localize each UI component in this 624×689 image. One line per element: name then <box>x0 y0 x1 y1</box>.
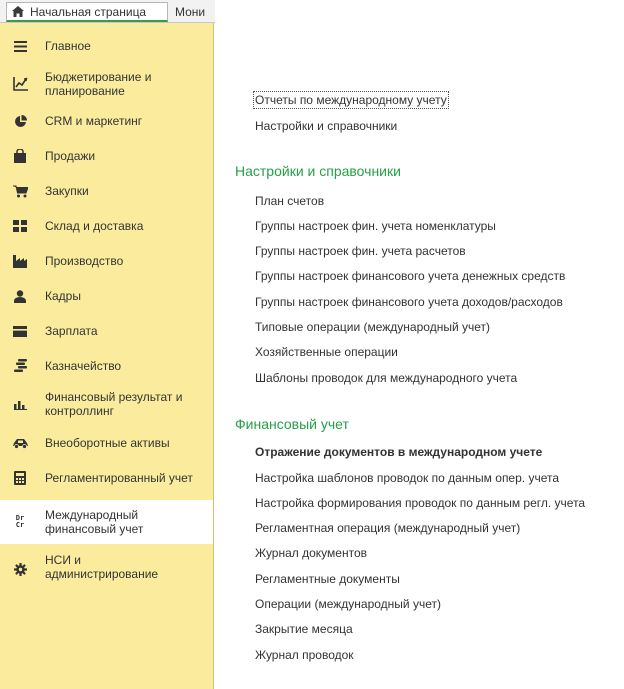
link-template-setup-oper[interactable]: Настройка шаблонов проводок по данным опер. учета <box>255 471 560 485</box>
section-title-financial-accounting: Финансовый учет <box>235 416 349 432</box>
link-settlement-settings-groups[interactable]: Группы настроек фин. учета расчетов <box>255 244 466 258</box>
link-posting-templates[interactable]: Шаблоны проводок для международного учета <box>255 371 518 385</box>
link-cash-settings-groups[interactable]: Группы настроек финансового учета денежных средств <box>255 269 566 283</box>
sidebar-item-label: Склад и доставка <box>45 219 144 233</box>
link-month-closing[interactable]: Закрытие месяца <box>255 622 353 636</box>
sidebar-item-hr[interactable] <box>0 282 213 310</box>
home-icon <box>12 6 24 17</box>
dr-cr-icon <box>12 514 28 530</box>
sidebar-item-label: Кадры <box>45 289 81 303</box>
tab-home-label: Начальная страница <box>30 4 147 19</box>
link-income-expense-settings-groups[interactable]: Группы настроек финансового учета доходов/расходов <box>255 295 563 309</box>
link-posting-journal[interactable]: Журнал проводок <box>255 648 354 662</box>
sidebar-item-warehouse[interactable] <box>0 212 213 240</box>
bar-chart-icon <box>12 396 28 412</box>
sidebar-item-label: Внеоборотные активы <box>45 436 170 450</box>
tab-bar <box>0 0 215 23</box>
sidebar-item-label: Производство <box>45 254 124 268</box>
sidebar-item-label: Казначейство <box>45 359 122 373</box>
link-chart-of-accounts[interactable]: План счетов <box>255 194 325 208</box>
sidebar-item-label: Зарплата <box>45 324 98 338</box>
tab-monitor-label: Мони <box>175 5 206 19</box>
link-document-journal[interactable]: Журнал документов <box>255 546 368 560</box>
person-icon <box>12 288 28 304</box>
warehouse-grid-icon <box>12 218 28 234</box>
link-international-reports[interactable]: Отчеты по международному учету <box>255 93 447 107</box>
sidebar-item-label: Финансовый результат и контроллинг <box>45 390 183 418</box>
sidebar-item-salary[interactable] <box>0 317 213 345</box>
factory-icon <box>12 253 28 269</box>
dr-label: Dr <box>15 514 25 522</box>
sidebar-item-label: Регламентированный учет <box>45 471 193 485</box>
coin-stack-icon <box>12 358 28 374</box>
sidebar-item-label: НСИ и администрирование <box>45 553 159 581</box>
sidebar-item-regulated-accounting[interactable] <box>0 463 213 493</box>
sidebar-item-label: Международный финансовый учет <box>45 508 144 536</box>
sidebar-item-purchases[interactable] <box>0 177 213 205</box>
section-title-settings: Настройки и справочники <box>235 163 401 179</box>
shopping-cart-icon <box>12 183 28 199</box>
sidebar-item-crm[interactable] <box>0 107 213 135</box>
sidebar-item-international-accounting[interactable] <box>0 500 213 544</box>
gear-icon <box>12 561 28 577</box>
link-operations[interactable]: Операции (международный учет) <box>255 597 441 611</box>
link-business-operations[interactable]: Хозяйственные операции <box>255 345 398 359</box>
sidebar-item-treasury[interactable] <box>0 352 213 380</box>
wallet-icon <box>12 323 28 339</box>
sidebar-item-label: Продажи <box>45 149 96 163</box>
pie-chart-icon <box>12 113 28 129</box>
budget-chart-icon <box>12 76 28 92</box>
link-document-reflection[interactable]: Отражение документов в международном учете <box>255 445 543 459</box>
sidebar-item-production[interactable] <box>0 247 213 275</box>
sidebar-item-budgeting[interactable] <box>0 66 213 102</box>
sidebar-item-fixed-assets[interactable] <box>0 428 213 458</box>
sidebar <box>0 23 214 689</box>
link-typical-operations[interactable]: Типовые операции (международный учет) <box>255 320 491 334</box>
sidebar-item-label: Закупки <box>45 184 89 198</box>
calculator-icon <box>12 470 28 486</box>
cr-label: Cr <box>15 521 25 529</box>
link-posting-setup-regl[interactable]: Настройка формирования проводок по данным регл. учета <box>255 496 586 510</box>
shopping-bag-icon <box>12 148 28 164</box>
tab-home-page[interactable] <box>6 2 168 22</box>
link-regulated-documents[interactable]: Регламентные документы <box>255 572 400 586</box>
link-settings-and-references[interactable]: Настройки и справочники <box>255 119 398 133</box>
sidebar-item-sales[interactable] <box>0 142 213 170</box>
sidebar-item-label: Бюджетирование и планирование <box>45 70 152 98</box>
link-regulated-operation[interactable]: Регламентная операция (международный учет) <box>255 521 521 535</box>
link-nomenclature-settings-groups[interactable]: Группы настроек фин. учета номенклатуры <box>255 219 496 233</box>
sidebar-item-label: Главное <box>45 39 91 53</box>
main-content <box>215 0 624 689</box>
car-icon <box>12 435 28 451</box>
sidebar-item-admin[interactable] <box>0 548 213 592</box>
sidebar-item-controlling[interactable] <box>0 385 213 423</box>
sidebar-item-main[interactable] <box>0 35 213 57</box>
sidebar-item-label: CRM и маркетинг <box>45 114 143 128</box>
menu-lines-icon <box>12 38 28 54</box>
tab-monitor[interactable] <box>171 2 215 22</box>
